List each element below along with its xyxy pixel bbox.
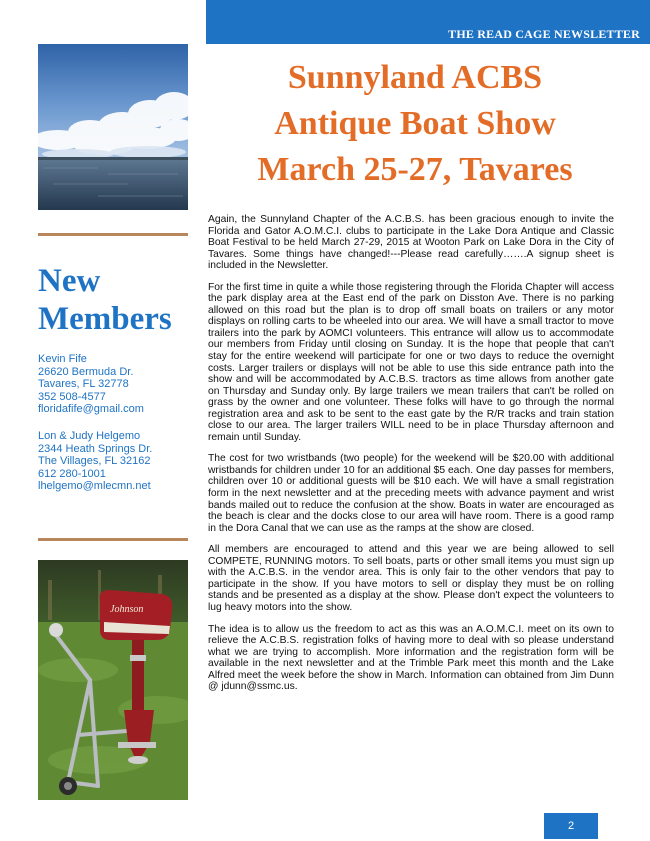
title-line-3: March 25-27, Tavares xyxy=(257,151,573,188)
member-name: Kevin Fife xyxy=(38,353,87,365)
member-city: The Villages, FL 32162 xyxy=(38,455,151,468)
lake-sky-photo xyxy=(38,44,188,210)
outboard-motor-photo xyxy=(38,560,188,800)
member-street: 2344 Heath Springs Dr. xyxy=(38,442,153,455)
member-email: floridafife@gmail.com xyxy=(38,403,144,416)
newsletter-name: THE READ CAGE NEWSLETTER xyxy=(448,27,640,41)
title-line-1: Sunnyland ACBS xyxy=(287,59,543,96)
header-bar xyxy=(206,0,650,44)
article-title xyxy=(206,55,624,193)
article-body xyxy=(208,214,614,703)
sidebar-divider-bottom xyxy=(38,538,188,541)
heading-line-1: New xyxy=(38,263,101,299)
member-city: Tavares, FL 32778 xyxy=(38,378,129,391)
member-phone: 352 508-4577 xyxy=(38,390,106,403)
title-line-2: Antique Boat Show xyxy=(274,105,556,142)
member-street: 26620 Bermuda Dr. xyxy=(38,365,134,378)
article-paragraph: The idea is to allow us the freedom to act as this was an A.O.M.C.I. meet on its own to relieve the A.C.B.S. registration folks of having more to deal with so please understand what we are trying to accomplish. More information and the registration form will be available in the next newsletter and at the Trimble Park meet this month and the Lake Alfred meet the week before the show in March. Information can obtained from Jim Dunn @ jdunn@ssmc.us. xyxy=(208,623,614,693)
member-entry xyxy=(38,353,198,416)
member-name: Lon & Judy Helgemo xyxy=(38,430,141,442)
article-paragraph: For the first time in quite a while those registering through the Florida Chapter will access the park display area at the East end of the park on Disston Ave. There is no parking allowed on this road but the plan is to drop off small boats on trailers or any motor displays on rolling carts to be wheeled into our area. We will have a small tractor to move trailers into the park by AOMCI volunteers. This entrance will allow us to accommodate our members from Friday until closing on Sunday. It is the hope that people that can't stay for the entire weekend will participate for one or two days to reduce the overnight costs. Larger trailers or displays will not be able to use this side entrance path into the show and will be accommodated by A.C.B.S. tractors as time allows from another gate on Thursday and Sunday only. By large trailers we mean trailers that can't be rolled on grass by the owner and one volunteer. These folks will have to go through the normal registration area and ask to be sent to the east gate by the R/R tracks and train station close to our area. The larger trailers WILL need to be in place Thursday afternoon and remain until Sunday. xyxy=(208,281,614,443)
article-paragraph: All members are encouraged to attend and this year we are being allowed to sell COMPETE, RUNNING motors. To sell boats, parts or other small items you must sign up with the A.C.B.S. in the vendor area. This is only fair to the other vendors that pay to participate in the show. If you have motors to sell or display they must be on rolling stands and be presented as a display at the show. Please don't expect the volunteers to lug heavy motors into the show. xyxy=(208,544,614,613)
sidebar-divider-top xyxy=(38,233,188,236)
article-paragraph: Again, the Sunnyland Chapter of the A.C.B.S. has been gracious enough to invite the Florida and Gator A.O.M.C.I. clubs to participate in the Lake Dora Antique and Classic Boat Festival to be held March 27-29, 2015 at Wooton Park on Lake Dora in the City of Tavares. Some things have changed!---Please read carefully…….A signup sheet is included in the Newsletter. xyxy=(208,214,614,272)
member-phone: 612 280-1001 xyxy=(38,467,106,480)
page-number: 2 xyxy=(544,813,598,839)
motor-brand-label: Johnson xyxy=(110,604,144,615)
member-email: lhelgemo@mlecmn.net xyxy=(38,480,151,493)
member-entry xyxy=(38,430,198,493)
new-members-heading xyxy=(38,262,198,338)
heading-line-2: Members xyxy=(38,301,172,337)
article-paragraph: The cost for two wristbands (two people) for the weekend will be $20.00 with additional wristbands for children under 10 for an additional $5 each. One day passes for members, children over 10 or additional guests will be $10 each. We will have a small registration form in the next newsletter and at the preceding meets with advance payment and wrist bands mailed out to reduce the confusion at the show. Boats in water are encouraged as the beach is clear and the docks close to our area will have room. There is a good ramp in the Dora Canal that we can use as the ramps at the show are closed. xyxy=(208,453,614,534)
